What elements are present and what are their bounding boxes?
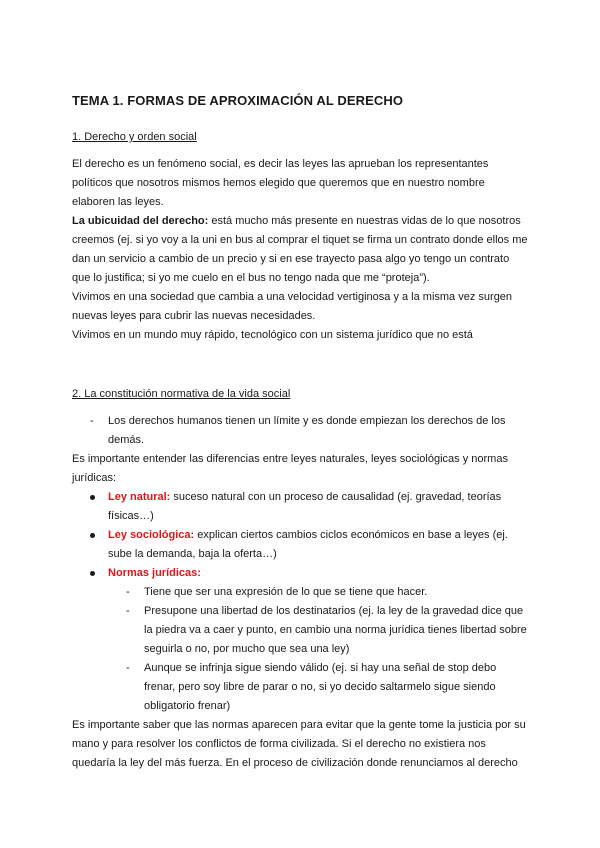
section1-paragraph-3: Vivimos en una sociedad que cambia a una velocidad vertiginosa y a la misma vez surgen nuevas leyes para cubrir las nuevas necesidades. [72,291,513,322]
section2-heading: 2. La constitución normativa de la vida social [72,388,291,400]
list-item [108,659,528,716]
ley-sociologica-text: explican ciertos cambios ciclos económicos en base a leyes (ej. sube la demanda, baja la oferta…) [108,529,508,560]
normas-juridicas-label: Normas jurídicas: [108,567,201,579]
ley-natural-label: Ley natural: [108,491,171,503]
bullet-icon [90,533,95,538]
list-item [72,526,528,564]
list-item-text: Los derechos humanos tienen un límite y es donde empiezan los derechos de los demás. [108,415,506,446]
bullet-icon [90,571,95,576]
ley-sociologica-label: Ley sociológica: [108,529,195,541]
section2-closing: Es importante saber que las normas aparecen para evitar que la gente tome la justicia por su mano y para resolver los conflictos de forma civilizada. Si el derecho no existiera nos quedaría la ley del más fuerza. En el proceso de civilización donde renunciamos al derecho [72,719,526,769]
ley-natural-text: suceso natural con un proceso de causalidad (ej. gravedad, teorías físicas…) [108,491,502,522]
ubicuidad-text: está mucho más presente en nuestras vidas de lo que nosotros creemos (ej. si yo voy a la uni en bus al comprar el tiquet se firma un contrato donde ellos me dan un servicio a cambio de un precio y si en ese trayecto pasa algo yo tengo un contrato que lo justifica; si yo me cuelo en el bus no tengo nada que me “proteja”). [72,215,528,284]
section2-intro: Es importante entender las diferencias entre leyes naturales, leyes sociológicas y normas jurídicas: [72,453,508,484]
dash-marker: - [126,605,130,617]
dash-list [72,412,528,450]
section1-paragraph-2 [72,212,528,288]
section1-heading: 1. Derecho y orden social [72,131,197,143]
dash-marker: - [126,662,130,674]
list-item [72,564,528,716]
dash-marker: - [90,415,94,427]
list-item [108,583,528,602]
dash-marker: - [126,586,130,598]
sub-item-text: Aunque se infrinja sigue siendo válido (ej. si hay una señal de stop debo frenar, pero soy libre de parar o no, si yo decido saltarmelo sigue siendo obligatorio frenar) [144,662,497,712]
sub-item-text: Tiene que ser una expresión de lo que se tiene que hacer. [144,586,428,598]
spacer [72,345,528,385]
sub-item-text: Presupone una libertad de los destinatarios (ej. la ley de la gravedad dice que la piedra va a caer y punto, en cambio una norma jurídica tienes libertad sobre seguirla o no, por mucho que sea una ley) [144,605,527,655]
bullet-icon [90,495,95,500]
document-title: TEMA 1. FORMAS DE APROXIMACIÓN AL DERECHO [72,93,404,108]
list-item [72,412,528,450]
section1-paragraph-1: El derecho es un fenómeno social, es decir las leyes las aprueban los representantes políticos que nosotros mismos hemos elegido que queremos que en nuestro nombre elaboren las leyes. [72,158,489,208]
section1-paragraph-4: Vivimos en un mundo muy rápido, tecnológico con un sistema jurídico que no está [72,329,473,341]
ubicuidad-label: La ubicuidad del derecho: [72,215,209,227]
law-types-list [72,488,528,716]
list-item [72,488,528,526]
normas-sub-list [108,583,528,716]
document-content [72,92,528,773]
list-item [108,602,528,659]
